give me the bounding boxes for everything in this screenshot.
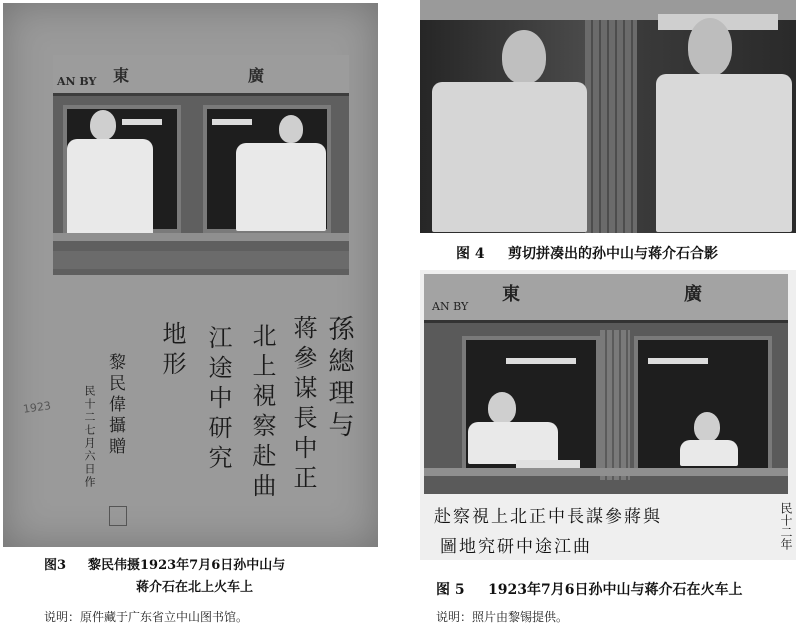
figure-4-caption-text: 剪切拼凑出的孙中山与蒋介石合影	[508, 246, 718, 262]
door-panel	[585, 0, 637, 233]
train-letters: AN BY	[57, 75, 97, 88]
train-sign-char-2: 廣	[684, 284, 702, 305]
figure-5-photo-with-inscription	[420, 270, 796, 560]
train-sign-band	[53, 55, 349, 96]
photographer-signature: 黎民偉攝贈	[105, 353, 125, 458]
figure-5-note: 说明：照片由黎锡提供。	[436, 610, 569, 624]
figure-3-note: 说明：原件藏于广东省立中山图书馆。	[44, 610, 249, 624]
calligraphy-column-3: 北上視察赴曲	[248, 323, 276, 503]
train-letters: AN BY	[432, 300, 469, 313]
train-sign-char-2: 廣	[248, 66, 265, 85]
figure-4-caption-label: 图 4	[456, 246, 485, 262]
calligraphy-column-2: 蒋參谋長中正	[289, 315, 317, 495]
figure-5-caption-text: 1923年7月6日孙中山与蒋介石在火车上	[488, 582, 743, 598]
figure-3-caption-label: 图3	[44, 558, 67, 573]
figure-3-print	[53, 55, 349, 275]
calligraphy-column-1: 孫總理与	[324, 315, 354, 443]
inscription-line-1: 赴察視上北正中長謀參蔣與	[434, 507, 662, 527]
figure-3-caption-line-2: 蒋介石在北上火车上	[136, 580, 254, 595]
figure-3-caption-line-1: 黎民伟摄1923年7月6日孙中山与	[88, 558, 286, 573]
seal-stamp	[109, 506, 127, 526]
window-ledge	[53, 233, 349, 241]
figure-5-caption-label: 图 5	[436, 582, 465, 598]
figure-4-collage-photo	[420, 0, 796, 233]
figure-5-train-image	[424, 274, 788, 494]
train-car-image	[53, 55, 349, 275]
train-sign-char-1: 東	[502, 284, 520, 305]
calligraphy-column-4: 江途中研究	[204, 325, 232, 475]
figure-3-mounted-photo	[3, 3, 378, 547]
train-sign-char-1: 東	[113, 66, 130, 85]
inscription-line-2: 圖地究研中途江曲	[440, 537, 592, 557]
signature-date: 民十二七月六日作	[83, 385, 96, 489]
pencil-mark: 1923	[22, 399, 52, 416]
calligraphy-column-5: 地形	[158, 321, 186, 381]
inscription-side-date: 民十二年	[779, 502, 793, 550]
